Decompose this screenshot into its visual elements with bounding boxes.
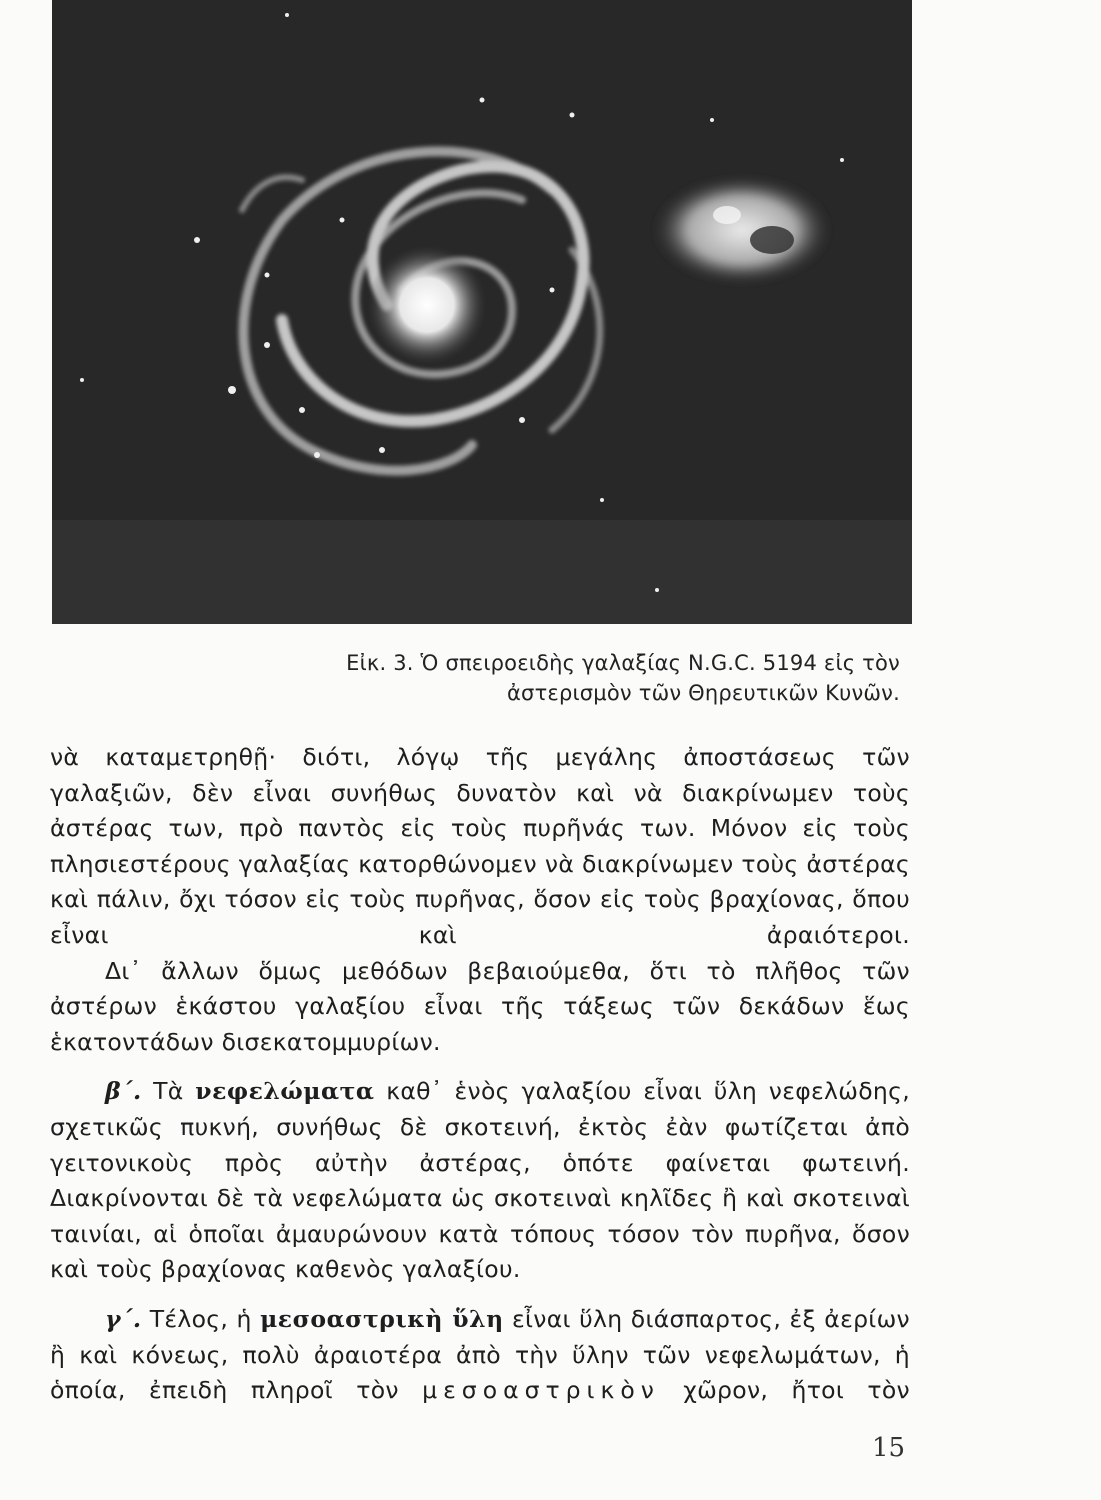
paragraph-1: νὰ καταμετρηθῇ· διότι, λόγῳ τῆς μεγάλης ἀποστάσεως τῶν γαλαξιῶν, δὲν εἶναι συνήθως δυνατὸν καὶ νὰ διακρίνωμεν τοὺς ἀστέρας των, πρὸ παντὸς εἰς τοὺς πυρῆνάς των. Μόνον εἰς τοὺς πλησιεστέρους γαλαξίας κατορθώνομεν νὰ διακρίνωμεν τοὺς ἀστέρας καὶ πάλιν, ὄχι τόσον εἰς τοὺς πυρῆνας, ὅσον εἰς τοὺς βραχίονας, ὅπου εἶναι καὶ ἀραιότεροι. — [50, 743, 910, 949]
spaced-word: μεσοαστρικὸν — [422, 1376, 660, 1405]
page-number: 15 — [872, 1433, 906, 1463]
galaxy-image — [52, 0, 912, 624]
paragraph-4-lead: Τέλος, ἡ — [149, 1304, 252, 1333]
term-nebulae: νεφελώματα — [195, 1077, 375, 1106]
galaxy-photo — [52, 0, 912, 624]
caption-line-1: Εἰκ. 3. Ὁ σπειροειδὴς γαλαξίας N.G.C. 5194 εἰς τὸν — [346, 651, 900, 675]
section-label-beta: β΄. — [105, 1077, 142, 1106]
paragraph-4 — [50, 1302, 910, 1409]
body-text — [50, 740, 910, 1409]
paragraph-3-text: καθ᾿ ἑνὸς γαλαξίου εἶναι ὕλη νεφελώδης, σχετικῶς πυκνή, συνήθως δὲ σκοτεινή, ἐκτὸς ἐὰν φωτίζεται ἀπὸ γειτονικοὺς πρὸς αὐτὴν ἀστέρας, ὁπότε φαίνεται φωτεινή. Διακρίνονται δὲ τὰ νεφελώματα ὡς σκοτειναὶ κηλῖδες ἢ καὶ σκοτειναὶ ταινίαι, αἱ ὁποῖαι ἀμαυρώνουν κατὰ τόπους τόσον τὸν πυρῆνα, ὅσον καὶ τοὺς βραχίονας καθενὸς γαλαξίου. — [50, 1077, 910, 1284]
paragraph-2: Δι᾿ ἄλλων ὅμως μεθόδων βεβαιούμεθα, ὅτι τὸ πλῆθος τῶν ἀστέρων ἑκάστου γαλαξίου εἶναι τῆς τάξεως τῶν δεκάδων ἕως ἑκατοντάδων δισεκατομμυρίων. — [50, 956, 910, 1056]
figure-caption — [300, 648, 900, 708]
term-interstellar-matter: μεσοαστρικὴ ὕλη — [260, 1304, 504, 1333]
paragraph-3 — [50, 1074, 910, 1288]
paragraph-4-text: εἶναι ὕλη διάσπαρτος, ἐξ ἀερίων ἢ καὶ κόνεως, πολὺ ἀραιοτέρα ἀπὸ τὴν ὕλην τῶν νεφελωμάτων, ἡ ὁποία, ἐπειδὴ πληροῖ τὸν — [50, 1304, 910, 1405]
paragraph-4-end: χῶρον, ἤτοι τὸν — [683, 1376, 910, 1405]
paragraph-3-lead: Τὰ — [153, 1077, 184, 1106]
caption-line-2: ἀστερισμὸν τῶν Θηρευτικῶν Κυνῶν. — [507, 681, 900, 705]
section-label-gamma: γ΄. — [105, 1304, 142, 1333]
